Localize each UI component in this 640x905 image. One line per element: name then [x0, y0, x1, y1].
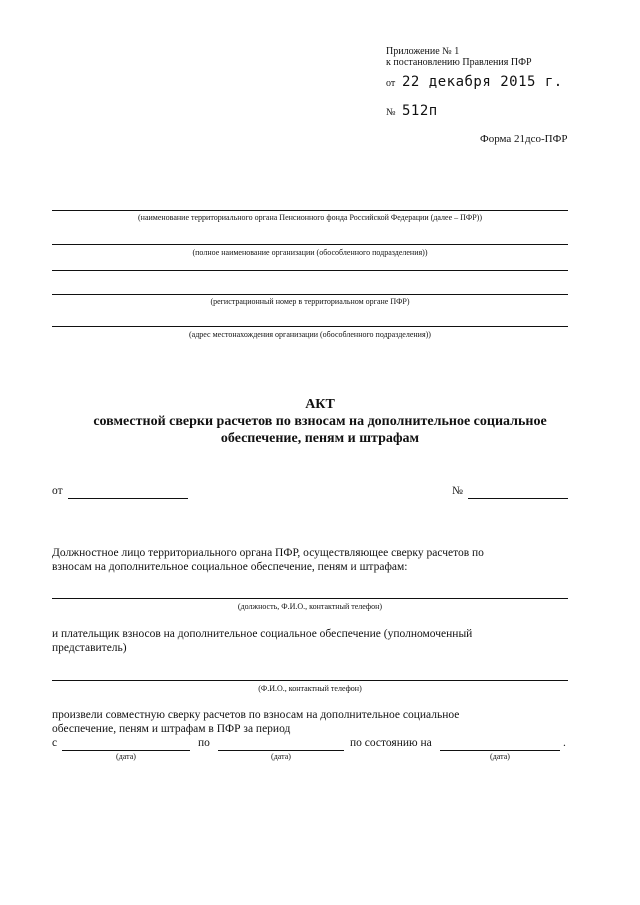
end-period: . — [563, 737, 566, 749]
form-name: Форма 21дсо-ПФР — [480, 133, 568, 145]
official-text-line1: Должностное лицо территориального органа ПФР, осуществляющее сверку расчетов по — [52, 547, 484, 559]
payer-details-line[interactable] — [52, 680, 568, 681]
territorial-organ-caption: (наименование территориального органа Пенсионного фонда Российской Федерации (далее – ПФР)) — [138, 213, 482, 222]
act-subtitle-line2: обеспечение, пеням и штрафам — [220, 431, 420, 446]
reg-number-line[interactable] — [52, 294, 568, 295]
period-to-caption: (дата) — [271, 752, 291, 761]
act-title: АКТ — [305, 397, 335, 412]
period-from-field[interactable] — [62, 750, 190, 751]
date-prefix: от — [386, 78, 396, 89]
period-from-prefix: с — [52, 737, 58, 749]
period-to-prefix: по — [198, 737, 210, 749]
territorial-organ-line[interactable] — [52, 210, 568, 211]
act-subtitle-line1: совместной сверки расчетов по взносам на дополнительное социальное — [93, 414, 547, 429]
performed-text-line1: произвели совместную сверку расчетов по взносам на дополнительное социальное — [52, 709, 460, 721]
act-number-field[interactable] — [468, 498, 568, 499]
official-details-line[interactable] — [52, 598, 568, 599]
number-prefix: № — [386, 107, 396, 118]
period-to-field[interactable] — [218, 750, 344, 751]
address-line[interactable] — [52, 326, 568, 327]
payer-text-line1: и плательщик взносов на дополнительное социальное обеспечение (уполномоченный — [52, 628, 473, 640]
org-full-name-line-2[interactable] — [52, 270, 568, 271]
payer-details-caption: (Ф.И.О., контактный телефон) — [258, 684, 362, 693]
payer-text-line2: представитель) — [52, 642, 127, 654]
official-details-caption: (должность, Ф.И.О., контактный телефон) — [237, 602, 383, 611]
resolution-date: 22 декабря 2015 г. — [402, 74, 563, 90]
as-of-date-field[interactable] — [440, 750, 560, 751]
period-from-caption: (дата) — [116, 752, 136, 761]
resolution-number: 512п — [402, 103, 438, 119]
act-date-label: от — [52, 485, 63, 497]
resolution-label: к постановлению Правления ПФР — [386, 57, 532, 68]
appendix-label: Приложение № 1 — [386, 46, 460, 57]
org-full-name-caption: (полное наименование организации (обособленного подразделения)) — [192, 248, 428, 257]
org-full-name-line[interactable] — [52, 244, 568, 245]
reg-number-caption: (регистрационный номер в территориальном органе ПФР) — [210, 297, 410, 306]
official-text-line2: взносам на дополнительное социальное обеспечение, пеням и штрафам: — [52, 561, 408, 573]
as-of-prefix: по состоянию на — [350, 737, 432, 749]
address-caption: (адрес местонахождения организации (обособленного подразделения)) — [189, 330, 431, 339]
act-number-label: № — [452, 485, 463, 497]
performed-text-line2: обеспечение, пеням и штрафам в ПФР за период — [52, 723, 291, 735]
as-of-date-caption: (дата) — [490, 752, 510, 761]
act-date-field[interactable] — [68, 498, 188, 499]
